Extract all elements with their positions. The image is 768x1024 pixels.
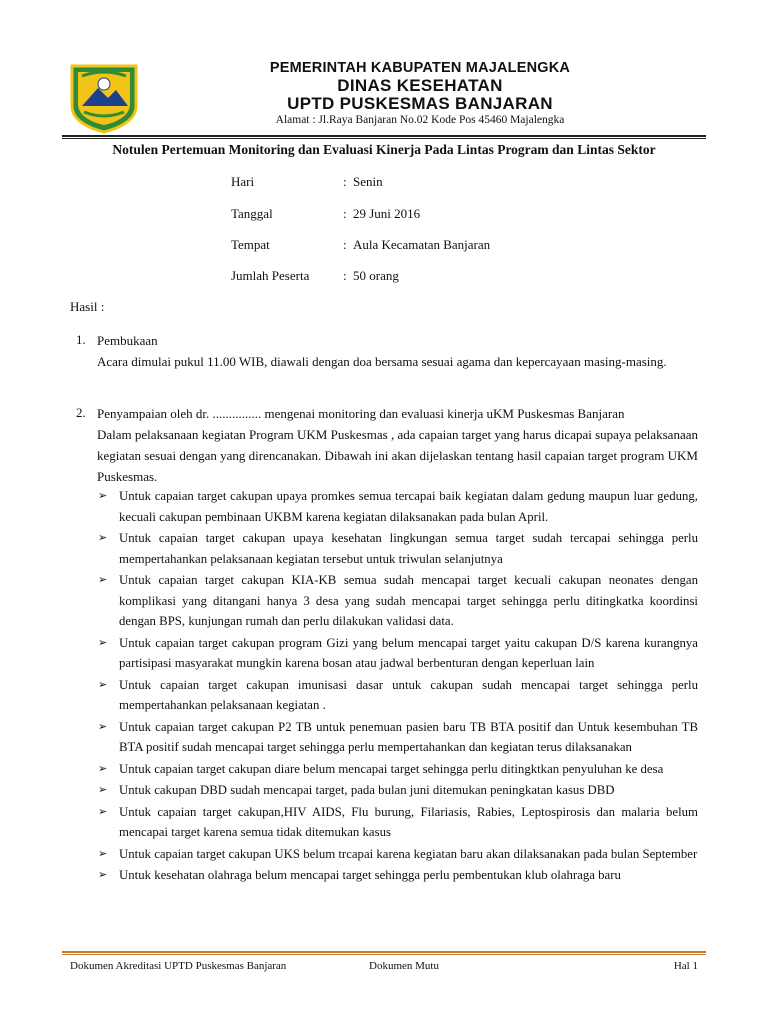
arrow-bullet-icon: ➢ [98,574,108,586]
meta-colon: : [343,268,347,283]
arrow-bullet-icon: ➢ [98,784,108,796]
meta-value: Aula Kecamatan Banjaran [353,237,491,252]
list-item-text: Untuk capaian target cakupan UKS belum trcapai karena kegiatan baru akan dilaksanakan pada bulan September [119,846,698,861]
arrow-bullet-icon: ➢ [98,869,108,881]
list-item [97,865,698,886]
bullet-list [97,486,698,887]
arrow-bullet-icon: ➢ [98,636,108,649]
list-item-text: Untuk capaian target cakupan KIA-KB semua sudah mencapai target kecuali cakupan neonates dengan komplikasi yang ditangani hanya 3 desa yang sudah mencapai target sehingga perlu ditingkatka koordinsi dengan BPS, kunjungan rumah dan perlu dilakukan validasi data. [119,573,698,628]
meta-colon: : [343,174,347,189]
list-item [97,780,698,801]
footer-rule [62,951,706,953]
item-text: Acara dimulai pukul 11.00 WIB, diawali dengan doa bersama sesuai agama dan kepercayaan masing-masing. [97,354,667,369]
arrow-bullet-icon: ➢ [98,678,108,691]
meta-value: 29 Juni 2016 [353,206,421,221]
meta-label: Hari [231,174,255,189]
arrow-bullet-icon: ➢ [98,490,108,502]
arrow-bullet-icon: ➢ [98,847,108,860]
header-institution: UPTD PUSKESMAS BANJARAN [287,94,553,113]
hasil-label: Hasil : [70,299,105,314]
meta-label: Jumlah Peserta [231,268,310,283]
list-item-text: Untuk capaian target cakupan program Gizi yang belum mencapai target yaitu cakupan D/S karena kurangnya partisipasi masyarakat mungkin karena bosan atau jadwal berbenturan dengan keperluan lain [119,635,698,670]
header-address: Alamat : Jl.Raya Banjaran No.02 Kode Pos 45460 Majalengka [275,114,565,126]
list-item [97,759,698,780]
footer-left: Dokumen Akreditasi UPTD Puskesmas Banjaran [70,960,287,972]
list-item-text: Untuk capaian target cakupan imunisasi dasar untuk cakupan sudah mencapai target sehingga perlu mempertahankan pelaksanaan kegiatan . [119,677,698,712]
list-item-text: Untuk capaian target cakupan upaya promkes semua tercapai baik kegiatan dalam gedung maupun luar gedung, kecuali cakupan pembinaan UKBM karena kegiatan dilaksanakan pada bulan April. [119,489,698,524]
header-rule-thin [62,138,706,139]
list-item-text: Untuk capaian target cakupan diare belum mencapai target sehingga perlu ditingktkan penyuluhan ke desa [119,761,664,776]
item-heading: Penyampaian oleh dr. ............... mengenai monitoring dan evaluasi kinerja uKM Puskesmas Banjaran [97,406,625,421]
list-item [97,802,698,843]
arrow-bullet-icon: ➢ [98,762,108,775]
list-item [97,675,698,716]
list-item [97,844,698,865]
meta-label: Tempat [231,237,270,252]
footer-page-number: Hal 1 [673,960,698,972]
list-item-text: Untuk capaian target cakupan P2 TB untuk penemuan pasien baru TB BTA positif dan Untuk kesembuhan TB BTA positif sudah mencapai target sehingga perlu mempertahankan dan kegiatan terus dilaksanakan [119,719,698,754]
header-government: PEMERINTAH KABUPATEN MAJALENGKA [269,60,571,76]
list-item-text: Untuk capaian target cakupan upaya kesehatan lingkungan semua target sudah tercapai sehingga perlu mempertahankan pelaksanaan kegiatan tersebut untuk triwulan selanjutnya [119,531,698,566]
arrow-bullet-icon: ➢ [98,532,108,544]
header-department: DINAS KESEHATAN [337,76,503,95]
item-number: 1. [76,332,86,347]
meta-value: 50 orang [353,268,399,283]
arrow-bullet-icon: ➢ [98,805,108,818]
footer-center: Dokumen Mutu [369,960,439,972]
item-text: Dalam pelaksanaan kegiatan Program UKM Puskesmas , ada capaian target yang harus dicapai supaya pelaksanaan kegiatan sesuai dengan yang direncanakan. Dibawah ini akan dijelaskan tentang hasil capaian target program UKM Puskesmas. [97,427,698,484]
list-item [97,528,698,569]
majalengka-crest-icon [68,62,140,134]
header-rule [62,135,706,137]
footer-rule-thin [62,954,706,955]
meta-label: Tanggal [231,206,273,221]
meta-value: Senin [353,174,383,189]
document-title: Notulen Pertemuan Monitoring dan Evaluasi Kinerja Pada Lintas Program dan Lintas Sektor [112,142,656,157]
meta-colon: : [343,237,347,252]
list-item-text: Untuk capaian target cakupan,HIV AIDS, Flu burung, Filariasis, Rabies, Leptospirosis dan malaria belum mencapai target karena semua tidak ditemukan kasus [119,804,698,839]
list-item [97,486,698,527]
arrow-bullet-icon: ➢ [98,720,108,733]
list-item [97,570,698,632]
list-item [97,633,698,674]
meta-colon: : [343,206,347,221]
list-item [97,717,698,758]
item-heading: Pembukaan [97,333,158,348]
list-item-text: Untuk kesehatan olahraga belum mencapai target sehingga perlu pembentukan klub olahraga baru [119,868,621,882]
item-number: 2. [76,405,86,420]
list-item-text: Untuk cakupan DBD sudah mencapai target, pada bulan juni ditemukan peningkatan kasus DBD [119,783,615,797]
